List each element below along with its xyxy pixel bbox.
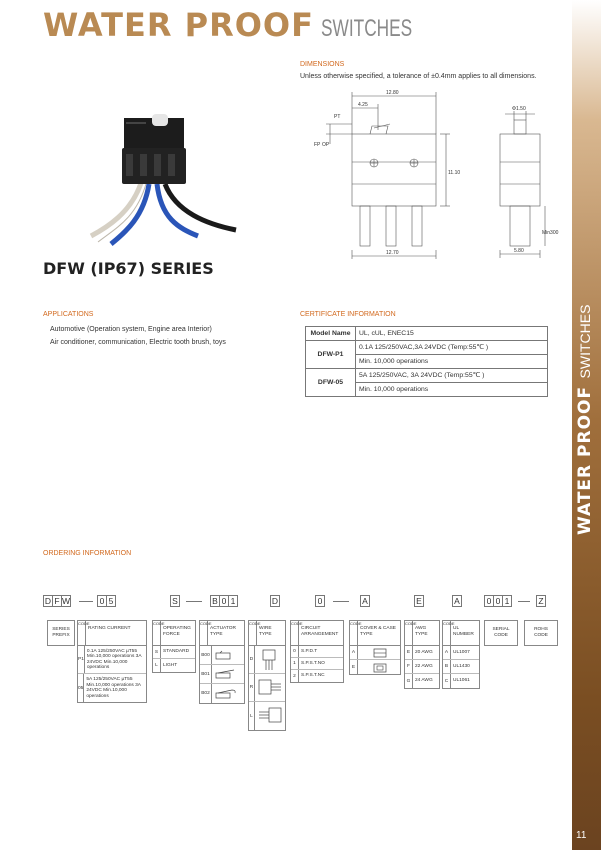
order-col-label: OPERATING FORCE (163, 626, 191, 637)
row-code: R (249, 674, 255, 701)
certificate-table (305, 326, 548, 397)
code-label: CODE (200, 621, 208, 645)
table-row (249, 674, 285, 702)
actuator-b02-icon (214, 688, 238, 700)
code-char: 0 (97, 595, 107, 607)
table-row (443, 660, 479, 674)
row-code: A (350, 646, 358, 659)
dim-overall-width: 12.80 (386, 90, 399, 96)
order-col-label: ROHS CODE (534, 627, 548, 638)
row-value: UL1007 (453, 649, 470, 655)
code-group-actuator (210, 595, 237, 607)
code-group-awg (414, 595, 423, 607)
code-separator (79, 601, 93, 602)
table-row (200, 646, 244, 665)
order-col-actuator (199, 620, 245, 704)
actuator-b00-icon (214, 649, 238, 661)
table-row (350, 660, 400, 674)
dim-min-length: Min300 (542, 230, 559, 236)
row-code: B (443, 660, 451, 673)
row-code: B00 (200, 646, 212, 664)
application-line: Automotive (Operation system, Engine area Interior) (50, 326, 212, 333)
code-separator (186, 601, 202, 602)
table-row (78, 646, 146, 674)
table-row (291, 670, 343, 682)
dimensions-heading: DIMENSIONS (300, 61, 345, 68)
cert-info: 5A 125/250VAC, 3A 24VDC (Temp:55℃ ) (356, 369, 548, 383)
code-group-force (170, 595, 179, 607)
certificate-heading: CERTIFICATE INFORMATION (300, 311, 396, 318)
code-char: A (452, 595, 462, 607)
table-row (306, 369, 548, 383)
table-row (78, 674, 146, 702)
title-bold: WATER PROOF (43, 6, 314, 44)
row-code: B01 (200, 665, 212, 683)
order-col-cover (349, 620, 401, 675)
page-number: 11 (576, 830, 587, 841)
code-group-circuit (315, 595, 324, 607)
order-col-rating (77, 620, 147, 703)
code-char: 5 (106, 595, 116, 607)
code-group-ul (452, 595, 461, 607)
row-code: E (350, 660, 358, 674)
cert-info: Min. 10,000 operations (356, 383, 548, 397)
dim-diameter: Φ1.50 (512, 106, 526, 112)
code-label: CODE (350, 621, 358, 645)
code-group-cover (360, 595, 369, 607)
code-separator (518, 601, 530, 602)
table-row (405, 660, 439, 674)
order-col-serial (484, 620, 518, 646)
row-value: 20 AWG (415, 649, 433, 655)
row-code: D (249, 646, 255, 673)
actuator-b01-icon (214, 668, 238, 680)
row-code: G (405, 674, 413, 688)
code-group-rating (97, 595, 115, 607)
row-value: 24 AWG (415, 678, 433, 684)
order-col-label: RATING CURRENT (88, 626, 131, 631)
code-label: CODE (249, 621, 257, 645)
ordering-heading: ORDERING INFORMATION (43, 550, 132, 557)
order-col-rohs (524, 620, 558, 646)
code-char: D (44, 596, 52, 606)
cert-info: Min. 10,000 operations (356, 355, 548, 369)
row-value: 22 AWG (415, 663, 433, 669)
code-char: W (62, 596, 71, 606)
table-row (405, 674, 439, 688)
code-char: F (52, 595, 62, 607)
code-char: A (360, 595, 370, 607)
dim-actuator-offset: 4.25 (358, 102, 368, 108)
title-light: SWITCHES (321, 15, 413, 42)
table-row (153, 646, 195, 659)
row-value: S.P.D.T (301, 648, 318, 654)
code-char: 0 (493, 595, 503, 607)
code-label: CODE (291, 621, 299, 645)
row-code: L (249, 702, 255, 730)
code-char: S (170, 595, 180, 607)
row-code: L (153, 659, 161, 672)
code-separator (333, 601, 349, 602)
order-col-label: SERIES PREFIX (52, 627, 70, 638)
application-line: Air conditioner, communication, Electric tooth brush, toys (50, 339, 226, 346)
table-row (306, 341, 548, 355)
code-char: 0 (315, 595, 325, 607)
dimensions-note: Unless otherwise specified, a tolerance of ±0.4mm applies to all dimensions. (300, 73, 537, 80)
order-col-force (152, 620, 196, 673)
code-group-series (43, 595, 70, 607)
code-label: CODE (78, 621, 86, 645)
code-char: 1 (502, 595, 512, 607)
order-col-label: CIRCUIT ARRANGEMENT (301, 626, 339, 637)
order-col-series (47, 620, 75, 646)
code-group-serial (484, 595, 511, 607)
code-group-wire (270, 595, 279, 607)
cert-model: DFW-P1 (306, 341, 356, 369)
dim-pt: PT (334, 114, 341, 120)
order-col-awg (404, 620, 440, 689)
code-label: CODE (443, 621, 451, 645)
order-col-label: UL NUMBER (453, 626, 474, 637)
wire-l-icon (257, 704, 283, 728)
code-group-rohs (536, 595, 545, 607)
page-title (43, 6, 448, 44)
cert-model: DFW-05 (306, 369, 356, 397)
dim-side-width: 5.80 (514, 248, 524, 254)
code-label: CODE (153, 621, 161, 645)
table-row (443, 674, 479, 688)
table-row (200, 665, 244, 684)
row-code: 2 (291, 670, 299, 682)
row-code: P1 (78, 646, 85, 673)
row-code: S (153, 646, 161, 658)
order-col-label: WIRE TYPE (259, 626, 272, 637)
applications-heading: APPLICATIONS (43, 311, 94, 318)
row-code: 05 (78, 674, 84, 702)
table-row (405, 646, 439, 660)
table-row (291, 646, 343, 658)
cover-a-icon (360, 647, 390, 658)
wire-d-icon (257, 648, 283, 672)
row-value: 0.1A 125/250VAC µT55 Min.10,000 operations 3A 24VDC Min.10,000 operations (86, 648, 142, 670)
code-char: 1 (228, 595, 238, 607)
code-char: 0 (219, 595, 229, 607)
table-row (291, 658, 343, 670)
code-char: 0 (484, 595, 494, 607)
order-col-label: ACTUATOR TYPE (210, 626, 236, 637)
row-code: C (443, 674, 451, 688)
code-label: CODE (405, 621, 413, 645)
table-row (249, 702, 285, 730)
table-row (200, 684, 244, 703)
sidebar-title-light: SWITCHES (577, 304, 593, 379)
row-code: A (443, 646, 451, 659)
row-code: E (405, 646, 413, 659)
code-char: D (271, 596, 279, 606)
order-col-label: AWG TYPE (415, 626, 428, 637)
row-value: STANDARD (163, 649, 190, 655)
sidebar-title-bold: WATER PROOF (575, 385, 595, 535)
cert-info: UL, cUL, ENEC15 (356, 327, 548, 341)
code-char: B (210, 595, 220, 607)
table-row (306, 327, 548, 341)
row-value: S.P.S.T.NC (301, 673, 325, 679)
dim-bottom-width: 12.70 (386, 250, 399, 256)
dim-height: 11.10 (448, 170, 461, 176)
code-char: E (414, 595, 424, 607)
row-code: B02 (200, 684, 212, 703)
table-row (443, 646, 479, 660)
table-row (153, 659, 195, 672)
cert-model: Model Name (306, 327, 356, 341)
row-value: UL1430 (453, 663, 470, 669)
cert-info: 0.1A 125/250VAC,3A 24VDC (Temp:55℃ ) (356, 341, 548, 355)
row-value: LIGHT (163, 662, 178, 668)
sidebar-vertical-title (575, 305, 595, 535)
row-code: 0 (291, 646, 299, 657)
wire-r-icon (257, 676, 283, 700)
order-col-ul (442, 620, 480, 689)
table-row (350, 646, 400, 660)
code-char: Z (536, 595, 546, 607)
cover-e-icon (360, 662, 390, 673)
dimensions-drawing (300, 84, 560, 259)
order-col-label: COVER & CASE TYPE (360, 626, 396, 637)
row-code: 1 (291, 658, 299, 669)
table-row (249, 646, 285, 674)
product-image (86, 108, 246, 248)
row-value: UL1061 (453, 678, 470, 684)
order-col-label: SERIAL CODE (492, 627, 510, 638)
dim-op: OP (322, 142, 330, 148)
row-value: S.P.S.T.NO (301, 660, 325, 666)
dim-fp: FP (314, 142, 321, 148)
order-col-circuit (290, 620, 344, 683)
order-col-wire (248, 620, 286, 731)
series-title: DFW (IP67) SERIES (43, 259, 214, 278)
row-code: F (405, 660, 413, 673)
row-value: 5A 125/250VAC µT55 Min.10,000 operations 3A 24VDC Min.10,000 operations (86, 677, 141, 699)
